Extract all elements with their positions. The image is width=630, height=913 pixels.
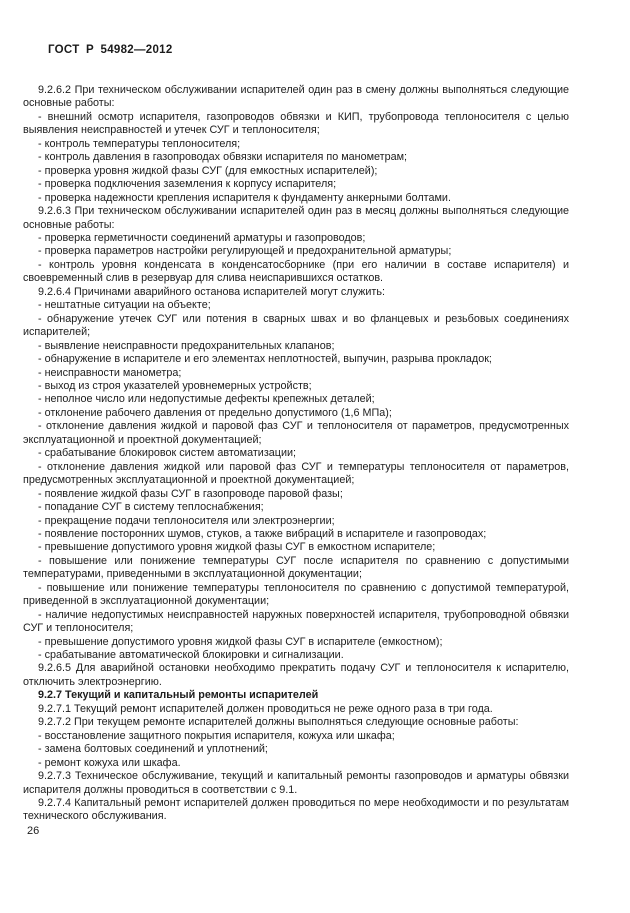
paragraph: 9.2.7.2 При текущем ремонте испарителей должны выполняться следующие основные работы: [38,716,519,729]
paragraph: - проверка надежности крепления испарителя к фундаменту анкерными болтами. [38,191,451,204]
paragraph: - проверка герметичности соединений арматуры и газопроводов; [38,231,366,244]
document-header: ГОСТ Р 54982—2012 [48,44,173,56]
paragraph: - неисправности манометра; [38,366,182,379]
paragraph: - наличие недопустимых неисправностей наружных поверхностей испарителя, трубопроводной обвязки СУГ и теплоносителя; [23,608,569,635]
paragraph: - попадание СУГ в систему теплоснабжения; [38,501,264,514]
paragraph: - повышение или понижение температуры теплоносителя по сравнению с допустимой температурой, приведенной в эксплуатационной документации; [23,581,569,608]
paragraph: - ремонт кожуха или шкафа. [38,756,181,769]
paragraph: - прекращение подачи теплоносителя или электроэнергии; [38,514,335,527]
paragraph: - срабатывание автоматической блокировки и сигнализации. [38,649,344,662]
page-number: 26 [27,825,40,837]
paragraph: - проверка параметров настройки регулирующей и предохранительной арматуры; [38,245,452,258]
paragraph: - контроль давления в газопроводах обвязки испарителя по манометрам; [38,151,408,164]
paragraph: - появление посторонних шумов, стуков, а также вибраций в испарителе и газопроводах; [38,527,487,540]
paragraph: - повышение или понижение температуры СУГ после испарителя по сравнению с допустимыми температурами, приведенными в эксплуатационной документации; [23,554,569,581]
paragraph: - выявление неисправности предохранительных клапанов; [38,339,335,352]
paragraph: - внешний осмотр испарителя, газопроводов обвязки и КИП, трубопровода теплоносителя с целью выявления неисправностей и утечек СУГ и теплоносителя; [23,110,569,137]
paragraph: 9.2.6.2 При техническом обслуживании испарителей один раз в смену должны выполняться следующие основные работы: [23,84,569,110]
paragraph: 9.2.7.4 Капитальный ремонт испарителей должен проводиться по мере необходимости и по результатам технического обслуживания. [23,797,569,823]
paragraph: - превышение допустимого уровня жидкой фазы СУГ в емкостном испарителе; [38,541,436,554]
paragraph: 9.2.7 Текущий и капитальный ремонты испарителей [38,689,319,702]
paragraph: - превышение допустимого уровня жидкой фазы СУГ в испарителе (емкостном); [38,635,443,648]
paragraph: - отклонение давления жидкой и паровой фаз СУГ и теплоносителя от параметров, предусмотренных эксплуатационной и проектной документацией; [23,420,569,446]
paragraph: - отклонение рабочего давления от предельно допустимого (1,6 МПа); [38,406,392,419]
paragraph: 9.2.6.4 Причинами аварийного останова испарителей могут служить: [38,285,385,298]
paragraph: - контроль уровня конденсата в конденсатосборнике (при его наличии в составе испарителя) и своевременный слив в резервуар для слива неиспарившихся остатков. [23,258,569,285]
paragraph: - замена болтовых соединений и уплотнений; [38,743,268,756]
paragraph: 9.2.6.3 При техническом обслуживании испарителей один раз в месяц должны выполняться следующие основные работы: [23,205,569,231]
paragraph: - восстановление защитного покрытия испарителя, кожуха или шкафа; [38,729,395,742]
paragraph: - контроль температуры теплоносителя; [38,137,241,150]
paragraph: - отклонение давления жидкой или паровой фаз СУГ и температуры теплоносителя от параметров, предусмотренных эксплуатационной и проектной документацией; [23,460,569,487]
paragraph: - проверка подключения заземления к корпусу испарителя; [38,178,337,191]
document-body [23,84,569,824]
paragraph: 9.2.6.5 Для аварийной остановки необходимо прекратить подачу СУГ и теплоносителя к испарителю, отключить электроэнергию. [23,662,569,688]
paragraph: - обнаружение в испарителе и его элементах неплотностей, выпучин, разрыва прокладок; [38,353,492,366]
paragraph: 9.2.7.3 Техническое обслуживание, текущий и капитальный ремонты газопроводов и арматуры обвязки испарителя должны проводиться в соответствии с 9.1. [23,770,569,796]
paragraph: - срабатывание блокировок систем автоматизации; [38,447,297,460]
paragraph: - нештатные ситуации на объекте; [38,299,211,312]
paragraph: 9.2.7.1 Текущий ремонт испарителей должен проводиться не реже одного раза в три года. [38,702,493,715]
paragraph: - выход из строя указателей уровнемерных устройств; [38,379,312,392]
paragraph: - обнаружение утечек СУГ или потения в сварных швах и во фланцевых и резьбовых соединениях испарителей; [23,312,569,339]
paragraph: - появление жидкой фазы СУГ в газопроводе паровой фазы; [38,487,343,500]
paragraph: - неполное число или недопустимые дефекты крепежных деталей; [38,393,375,406]
paragraph: - проверка уровня жидкой фазы СУГ (для емкостных испарителей); [38,164,378,177]
